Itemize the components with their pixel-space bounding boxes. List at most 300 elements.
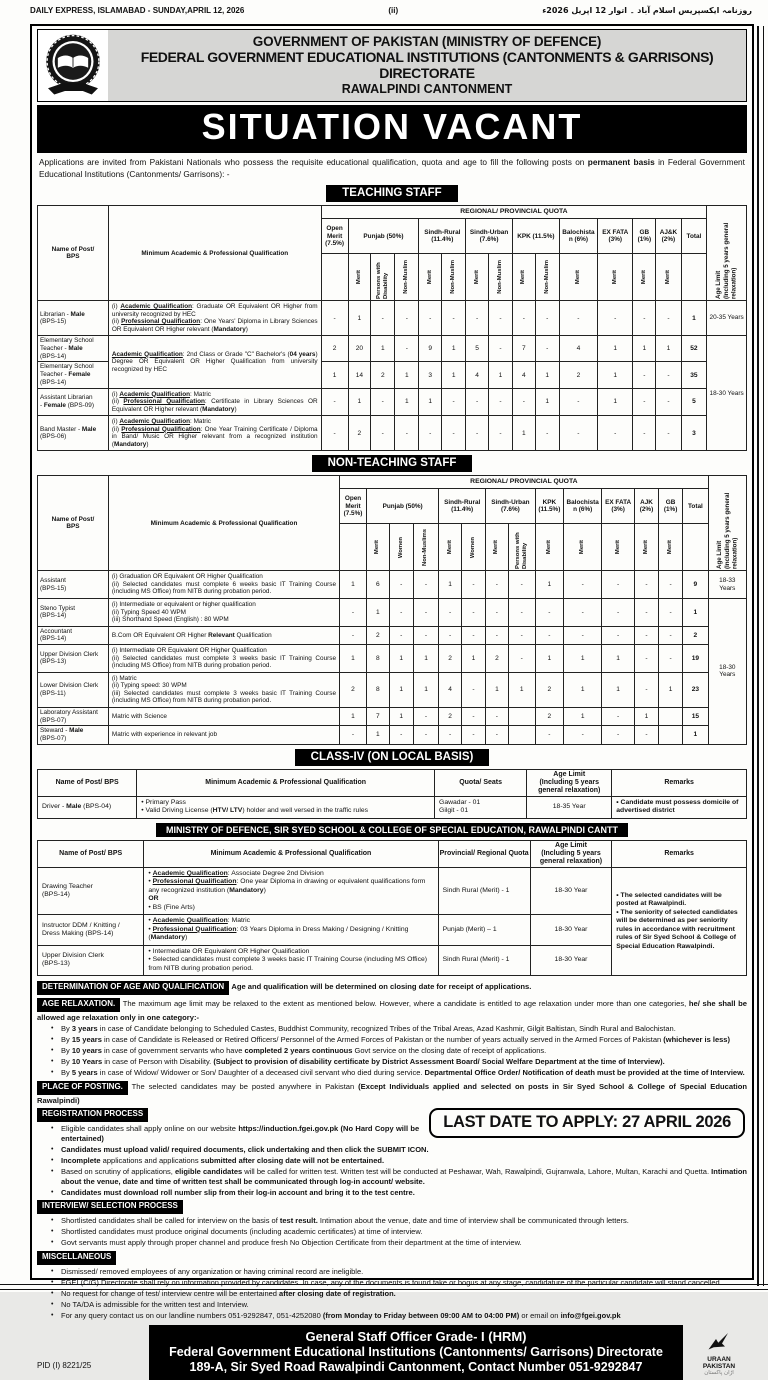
- quota-cell: 1: [439, 571, 462, 599]
- interview-section: [37, 1199, 747, 1248]
- quota-cell: 1: [656, 336, 682, 362]
- quota-cell: -: [389, 726, 413, 744]
- quota-cell: -: [371, 388, 395, 416]
- staff-row: [38, 336, 747, 362]
- column-divider-rule: [757, 26, 764, 1286]
- last-date-box: LAST DATE TO APPLY: 27 APRIL 2026: [429, 1108, 745, 1138]
- class4-header-row: [38, 769, 747, 796]
- staff-row: [38, 707, 747, 725]
- col-punjab: Punjab (50%): [366, 489, 438, 524]
- quota-cell: 2: [535, 672, 563, 707]
- staff-row: [38, 388, 747, 416]
- quota-cell: -: [564, 726, 602, 744]
- quota-banner: REGIONAL/ PROVINCIAL QUOTA: [321, 206, 707, 219]
- bullet-item: • By 3 years in case of Candidate belonging to Scheduled Castes, Buddhist Community, recognized Tribes of the Tribal Areas, Azad Kashmir, Gilgit Baltistan, Sindh Rural and Balochistan.: [61, 1024, 747, 1034]
- remarks-cell: • Candidate must possess domicile of advertised district: [612, 796, 747, 818]
- quota-cell: -: [634, 645, 658, 673]
- miscellaneous-label: MISCELLANEOUS: [37, 1251, 116, 1265]
- staff-row: [38, 301, 747, 336]
- post-cell: Band Master - Male (BPS-06): [38, 416, 109, 451]
- quota-cell: -: [395, 336, 419, 362]
- quota-cell: -: [340, 726, 367, 744]
- quota-cell: -: [508, 626, 535, 644]
- determination-text: Age and qualification will be determined on closing date for receipt of applications.: [231, 982, 532, 992]
- total-cell: 9: [683, 571, 709, 599]
- quota-cell: -: [395, 301, 419, 336]
- col-age-limit: Age Limit (Including 5 years general relaxation): [708, 476, 746, 571]
- bullet-item: • By 5 years in case of Widow/ Widower or Son/ Daughter of a deceased civil servant who died during service. Departmental Office Order/ Notification of death must be provided at the time of Interview.: [61, 1068, 747, 1078]
- quota-cell: -: [602, 599, 635, 627]
- quota-cell: 2: [340, 672, 367, 707]
- quota-cell: -: [564, 599, 602, 627]
- quota-cell: 1: [366, 599, 389, 627]
- quota-cell: -: [461, 707, 485, 725]
- bullet-item: • Govt servants must apply through proper channel and produce fresh No Objection Certificate from their department at the time of interview.: [61, 1238, 747, 1248]
- quota-cell: -: [419, 416, 442, 451]
- quota-cell: 1: [486, 672, 509, 707]
- org-title-line2: FEDERAL GOVERNMENT EDUCATIONAL INSTITUTIONS (CANTONMENTS & GARRISONS) DIRECTORATE: [140, 49, 714, 81]
- quota-cell: 1: [413, 672, 439, 707]
- quota-cell: 1: [598, 388, 633, 416]
- staff-row: [38, 726, 747, 744]
- quota-cell: -: [461, 571, 485, 599]
- quota-cell: -: [321, 416, 348, 451]
- quota-cell: -: [486, 726, 509, 744]
- quota-cell: -: [486, 626, 509, 644]
- quota-cell: 1: [535, 388, 559, 416]
- age-limit-cell: 18-30 Year: [530, 945, 612, 975]
- staff-row: [38, 867, 747, 914]
- quota-cell: 1: [602, 672, 635, 707]
- sub-merit: Merit: [656, 254, 682, 301]
- class4-banner: CLASS-IV (ON LOCAL BASIS): [295, 749, 490, 766]
- col-open-merit: Open Merit (7.5%): [321, 219, 348, 254]
- contact-line1: General Staff Officer Grade- I (HRM): [305, 1328, 527, 1344]
- quota-cell: 2: [486, 645, 509, 673]
- place-of-posting-label: PLACE OF POSTING.: [37, 1081, 128, 1095]
- quota-cell: 1: [564, 645, 602, 673]
- sub-non-muslim: Non-Muslim: [488, 254, 512, 301]
- quota-cell: -: [656, 301, 682, 336]
- place-of-posting-section: [37, 1080, 747, 1106]
- quota-cell: -: [633, 362, 656, 388]
- col-punjab: Punjab (50%): [348, 219, 419, 254]
- bullet-item: • Eligible candidates shall apply online on our website https://induction.fgei.gov.pk (No Hard Copy will be entertained): [61, 1124, 747, 1144]
- col-sindh-urban: Sindh-Urban (7.6%): [466, 219, 513, 254]
- col-total: Total: [683, 489, 709, 524]
- quota-cell: 1: [366, 726, 389, 744]
- col-qualification: Minimum Academic & Professional Qualification: [137, 769, 435, 796]
- qualification-cell: (i) Academic Qualification: Matric (ii) Professional Qualification: Certificate in Library Sciences OR Equivalent OR Higher relevant (Mandatory): [108, 388, 321, 416]
- quota-cell: -: [598, 301, 633, 336]
- quota-cell: -: [466, 388, 489, 416]
- col-quota-seats: Quota/ Seats: [435, 769, 527, 796]
- quota-cell: Sindh Rural (Merit) - 1: [438, 945, 530, 975]
- quota-cell: -: [633, 388, 656, 416]
- interview-label: INTERVIEW/ SELECTION PROCESS: [37, 1200, 183, 1214]
- col-remarks: Remarks: [612, 840, 747, 867]
- page-number: (ii): [388, 6, 399, 15]
- quota-cell: -: [340, 626, 367, 644]
- col-gb: GB (1%): [633, 219, 656, 254]
- post-cell: Librarian - Male (BPS-15): [38, 301, 109, 336]
- post-cell: Lower Division Clerk (BPS-11): [38, 672, 109, 707]
- bullet-item: • FGEI (C/G) Directorate shall rely on information provided by candidates. In case, any of the documents is found fake or bogus at any stage, candidature of the particular candidate will stand cancelled.: [61, 1278, 747, 1288]
- footer: [37, 1325, 747, 1380]
- quota-cell: -: [535, 726, 563, 744]
- quota-cell: -: [413, 571, 439, 599]
- post-cell: Assistant Librarian - Female (BPS-09): [38, 388, 109, 416]
- quota-cell: Punjab (Merit) – 1: [438, 915, 530, 945]
- quota-cell: -: [634, 599, 658, 627]
- quota-cell: -: [371, 301, 395, 336]
- quota-cell: 2: [348, 416, 371, 451]
- sub-non-muslims: Non-Muslims: [413, 524, 439, 571]
- quota-cell: 1: [389, 645, 413, 673]
- determination-label: DETERMINATION OF AGE AND QUALIFICATION: [37, 981, 229, 995]
- quota-cell: 2: [439, 645, 462, 673]
- quota-cell: 20: [348, 336, 371, 362]
- registration-label: REGISTRATION PROCESS: [37, 1108, 148, 1122]
- quota-cell: 9: [419, 336, 442, 362]
- sub-merit: Merit: [564, 524, 602, 571]
- quota-cell: -: [602, 626, 635, 644]
- empty-cell: [340, 524, 367, 571]
- uraan-label-2: PAKISTAN: [702, 1362, 736, 1370]
- post-cell: Upper Division Clerk (BPS-13): [38, 645, 109, 673]
- quota-cell: 1: [340, 707, 367, 725]
- col-total: Total: [681, 219, 707, 254]
- post-cell: Driver - Male (BPS-04): [38, 796, 137, 818]
- quota-cell: -: [340, 599, 367, 627]
- col-qualification: Minimum Academic & Professional Qualification: [108, 476, 339, 571]
- quota-cell: -: [512, 388, 535, 416]
- quota-cell: -: [634, 726, 658, 744]
- quota-cell: -: [413, 726, 439, 744]
- age-limit-cell: 18-33 Years: [708, 571, 746, 599]
- quota-cell: 6: [366, 571, 389, 599]
- col-sindh-urban: Sindh-Urban (7.6%): [486, 489, 536, 524]
- quota-cell: 1: [348, 388, 371, 416]
- quota-cell: 1: [512, 416, 535, 451]
- col-name-of-post: Name of Post/ BPS: [38, 476, 109, 571]
- sub-merit: Merit: [602, 524, 635, 571]
- registration-section: [37, 1107, 747, 1198]
- advertisement-body: [30, 24, 754, 1376]
- staff-row: [38, 672, 747, 707]
- quota-cell: -: [535, 336, 559, 362]
- quota-cell: -: [656, 362, 682, 388]
- quota-cell: [508, 726, 535, 744]
- newspaper-date-urdu: روزنامہ ایکسپریس اسلام آباد ۔ اتوار 12 اپریل 2026ء: [542, 6, 752, 15]
- empty-cell: [683, 524, 709, 571]
- quota-cell: -: [633, 416, 656, 451]
- post-cell: Drawing Teacher (BPS-14): [38, 867, 144, 914]
- post-cell: Steward - Male (BPS-07): [38, 726, 109, 744]
- qualification-cell: (i) Graduation OR Equivalent OR Higher Qualification (ii) Selected candidates must complete 6 weeks basic IT Training Course (including MS Office) from NITB during probation period.: [108, 571, 339, 599]
- quota-cell: 1: [602, 645, 635, 673]
- quota-cell: 1: [442, 362, 466, 388]
- age-limit-cell: 20-35 Years: [707, 301, 747, 336]
- quota-cell: 2: [535, 707, 563, 725]
- sub-non-muslim: Non-Muslim: [535, 254, 559, 301]
- quota-cell: 2: [439, 707, 462, 725]
- age-relaxation-text: The maximum age limit may be relaxed to the extent as mentioned below. However, where a candidate is entitled to age relaxation under more than one categories, he/ she shall be allowed age relaxation only in one category:-: [37, 998, 747, 1022]
- quota-cell: -: [442, 388, 466, 416]
- post-cell: Upper Division Clerk (BPS-13): [38, 945, 144, 975]
- quota-cell: 1: [371, 336, 395, 362]
- nonteaching-header-row1: [38, 476, 747, 489]
- quota-cell: 4: [559, 336, 597, 362]
- newspaper-masthead-line: [30, 6, 752, 15]
- quota-cell: -: [634, 626, 658, 644]
- col-qualification: Minimum Academic & Professional Qualification: [108, 206, 321, 301]
- quota-cell: -: [564, 626, 602, 644]
- staff-row: [38, 571, 747, 599]
- quota-cell: -: [508, 599, 535, 627]
- sub-pwd: Persons with Disability: [371, 254, 395, 301]
- quota-cell: 1: [564, 672, 602, 707]
- quota-cell: -: [633, 301, 656, 336]
- sub-non-muslim: Non-Muslim: [395, 254, 419, 301]
- quota-cell: -: [559, 388, 597, 416]
- org-header: [37, 29, 747, 102]
- quota-cell: 1: [535, 362, 559, 388]
- bullet-item: • Dismissed/ removed employees of any organization or having criminal record are ineligible.: [61, 1267, 747, 1277]
- quota-cell: -: [321, 388, 348, 416]
- sub-pwd: Persons with Disability: [508, 524, 535, 571]
- age-cell: 18-35 Year: [527, 796, 612, 818]
- total-cell: 1: [683, 726, 709, 744]
- sirsyed-banner: MINISTRY OF DEFENCE, SIR SYED SCHOOL & COLLEGE OF SPECIAL EDUCATION, RAWALPINDI CANTT: [156, 823, 628, 837]
- sub-merit: Merit: [348, 254, 371, 301]
- quota-cell: 1: [340, 645, 367, 673]
- quota-cell: -: [439, 599, 462, 627]
- quota-cell: -: [439, 626, 462, 644]
- quota-cell: -: [656, 416, 682, 451]
- quota-cell: -: [371, 416, 395, 451]
- quota-cell: -: [486, 707, 509, 725]
- total-cell: 1: [683, 599, 709, 627]
- quota-cell: -: [413, 707, 439, 725]
- bullet-item: • No TA/DA is admissible for the written test and Interview.: [61, 1300, 747, 1310]
- sub-merit: Merit: [633, 254, 656, 301]
- quota-cell: 1: [461, 645, 485, 673]
- org-titles: [108, 30, 746, 101]
- teaching-staff-table: [37, 205, 747, 451]
- quota-cell: 7: [366, 707, 389, 725]
- bullet-item: • By 15 years in case of Candidate is Released or Retired Officers/ Personnel of the Armed Forces of Pakistan or the number of years actually served in the Armed Forces of Pakistan (whichever is less): [61, 1035, 747, 1045]
- quota-cell: -: [659, 645, 683, 673]
- quota-cell: 1: [413, 645, 439, 673]
- quota-cell: Sindh Rural (Merit) - 1: [438, 867, 530, 914]
- post-cell: Laboratory Assistant (BPS-07): [38, 707, 109, 725]
- total-cell: 1: [681, 301, 707, 336]
- quota-cell: -: [659, 571, 683, 599]
- quota-cell: -: [486, 571, 509, 599]
- quota-cell: -: [419, 301, 442, 336]
- quota-cell: 1: [634, 707, 658, 725]
- sub-merit: Merit: [659, 524, 683, 571]
- quota-cell: 1: [348, 301, 371, 336]
- quota-cell: 1: [395, 388, 419, 416]
- sirsyed-table: [37, 840, 747, 976]
- quota-cell: 1: [659, 672, 683, 707]
- quota-cell: 14: [348, 362, 371, 388]
- non-teaching-staff-table: [37, 475, 747, 744]
- sub-merit: Merit: [535, 524, 563, 571]
- quota-cell: 1: [508, 672, 535, 707]
- staff-row: [38, 626, 747, 644]
- teaching-header-row1: [38, 206, 747, 219]
- quota-cell: 1: [598, 336, 633, 362]
- post-cell: Steno Typist (BPS-14): [38, 599, 109, 627]
- sub-merit: Merit: [486, 524, 509, 571]
- sub-merit: Merit: [466, 254, 489, 301]
- bullet-item: • By 10 Years in case of Person with Disability. (Subject to provision of disability certificate by District Assessment Board/ Social Welfare Department at the time of Interview).: [61, 1057, 747, 1067]
- determination-section: [37, 980, 747, 996]
- quota-cell: 4: [512, 362, 535, 388]
- quota-cell: 3: [419, 362, 442, 388]
- staff-row: [38, 599, 747, 627]
- quota-cell: -: [389, 599, 413, 627]
- col-open-merit: Open Merit (7.5%): [340, 489, 367, 524]
- age-relaxation-bullets: [37, 1024, 747, 1078]
- fgei-logo: [38, 30, 108, 101]
- col-qualification: Minimum Academic & Professional Qualification: [144, 840, 438, 867]
- staff-row: [38, 416, 747, 451]
- empty-cell: [321, 254, 348, 301]
- qualification-cell: (i) Academic Qualification: Graduate OR Equivalent OR Higher from university recognized by HEC (ii) Professional Qualification: One Years' Diploma in Library Sciences OR Equivalent OR Higher relevant (Mandatory): [108, 301, 321, 336]
- quota-cell: -: [659, 599, 683, 627]
- post-cell: Elementary School Teacher - Female (BPS-14): [38, 362, 109, 388]
- post-cell: Accountant (BPS-14): [38, 626, 109, 644]
- quota-cell: 1: [633, 336, 656, 362]
- quota-cell: -: [395, 416, 419, 451]
- col-name-of-post: Name of Post/ BPS: [38, 769, 137, 796]
- pid-number: PID (I) 8221/25: [37, 1360, 92, 1370]
- qualification-cell: (i) Intermediate OR Equivalent OR Higher Qualification (ii) Selected candidates must complete 3 weeks basic IT Training Course (including MS Office) from NITB during probation period.: [108, 645, 339, 673]
- sirsyed-header-row: [38, 840, 747, 867]
- sub-merit: Merit: [634, 524, 658, 571]
- bottom-rule: [0, 1284, 768, 1290]
- newspaper-date-left: DAILY EXPRESS, ISLAMABAD - SUNDAY,APRIL 12, 2026: [30, 6, 245, 15]
- quota-cell: -: [598, 416, 633, 451]
- quota-cell: 1: [535, 645, 563, 673]
- total-cell: 15: [683, 707, 709, 725]
- quota-cell: -: [321, 301, 348, 336]
- quota-cell: 7: [512, 336, 535, 362]
- class4-driver-row: [38, 796, 747, 818]
- bullet-item: • Incomplete applications and applications submitted after closing date will not be entertained.: [61, 1156, 747, 1166]
- quota-cell: -: [656, 388, 682, 416]
- contact-line2: Federal Government Educational Institutions (Cantonments/ Garrisons) Directorate: [169, 1344, 663, 1359]
- age-limit-cell: 18-30 Years: [708, 599, 746, 745]
- quota-cell: -: [466, 416, 489, 451]
- quota-cell: -: [535, 301, 559, 336]
- quota-cell: Gawadar - 01 Gilgit - 01: [435, 796, 527, 818]
- post-cell: Elementary School Teacher - Male (BPS-14): [38, 336, 109, 362]
- age-relaxation-label: AGE RELAXATION.: [37, 998, 120, 1012]
- age-limit-cell: 18-30 Years: [707, 336, 747, 451]
- quota-cell: -: [512, 301, 535, 336]
- quota-cell: -: [466, 301, 489, 336]
- quota-cell: -: [486, 599, 509, 627]
- quota-cell: 1: [442, 336, 466, 362]
- empty-cell: [681, 254, 707, 301]
- qualification-cell: • Intermediate OR Equivalent OR Higher Qualification • Selected candidates must complete 3 weeks basic IT Training Course (including MS Office) from NITB during probation period.: [144, 945, 438, 975]
- registration-bullets: [37, 1124, 747, 1198]
- qualification-cell: • Academic Qualification: Matric • Professional Qualification: 03 Years Diploma in Dress Making / Designing / Knitting (Mandatory): [144, 915, 438, 945]
- quota-cell: 1: [419, 388, 442, 416]
- total-cell: 2: [683, 626, 709, 644]
- col-name-of-post: Name of Post/ BPS: [38, 840, 144, 867]
- quota-cell: -: [559, 301, 597, 336]
- post-cell: Assistant (BPS-15): [38, 571, 109, 599]
- sub-merit: Merit: [366, 524, 389, 571]
- quota-cell: 2: [371, 362, 395, 388]
- quota-cell: -: [461, 599, 485, 627]
- staff-row: [38, 645, 747, 673]
- bullet-item: • No request for change of test/ interview centre will be entertained after closing date of registration.: [61, 1289, 747, 1299]
- quota-banner: REGIONAL/ PROVINCIAL QUOTA: [340, 476, 709, 489]
- qualification-cell: (i) Matric (ii) Typing speed: 30 WPM (iii) Selected candidates must complete 3 weeks basic IT Training Course (including MS Office) from NITB during probation period.: [108, 672, 339, 707]
- col-name-of-post: Name of Post/ BPS: [38, 206, 109, 301]
- quota-cell: -: [488, 388, 512, 416]
- sub-merit: Merit: [512, 254, 535, 301]
- quota-cell: -: [461, 626, 485, 644]
- quota-cell: -: [508, 645, 535, 673]
- col-remarks: Remarks: [612, 769, 747, 796]
- quota-cell: -: [389, 571, 413, 599]
- quota-cell: -: [602, 707, 635, 725]
- qualification-cell: (i) Academic Qualification: Matric (ii) Professional Qualification: One Year Training Certificate / Diploma in Band/ Music OR Higher relevant from a recognized institution (Mandatory): [108, 416, 321, 451]
- quota-cell: -: [535, 416, 559, 451]
- quota-cell: 2: [366, 626, 389, 644]
- quota-cell: -: [508, 571, 535, 599]
- qualification-cell: Matric with experience in relevant job: [108, 726, 339, 744]
- quota-cell: 1: [321, 362, 348, 388]
- quota-cell: -: [413, 599, 439, 627]
- contact-box: [149, 1325, 683, 1380]
- qualification-cell: (i) Intermediate or equivalent or higher qualification (ii) Typing Speed 40 WPM (iii) Shorthand Speed (English) : 80 WPM: [108, 599, 339, 627]
- quota-cell: -: [389, 626, 413, 644]
- quota-cell: 1: [488, 362, 512, 388]
- post-cell: Instructor DDM / Knitting / Dress Making (BPS-14): [38, 915, 144, 945]
- bullet-item: • By 10 years in case of government servants who have completed 2 years continuous Govt service on the closing date of receipt of applications.: [61, 1046, 747, 1056]
- quota-cell: 8: [366, 645, 389, 673]
- qualification-cell: • Academic Qualification: Associate Degree 2nd Division • Professional Qualification: One year Diploma in drawing or equivalent qualifications form any recognized institution (Mandatory) OR • BS (Fine Arts): [144, 867, 438, 914]
- bullet-item: • Based on scrutiny of applications, eligible candidates will be called for written test. Written test will be conducted at Peshawar, Wah, Rawalpindi, Gujranwala, Lahore, Multan, Karachi and Quetta. Intimation about the venue, date and time of written test shall be communicated through log-in account/ website.: [61, 1167, 747, 1187]
- quota-cell: 1: [395, 362, 419, 388]
- col-age-limit: Age Limit (Including 5 years general relaxation): [527, 769, 612, 796]
- quota-cell: 1: [564, 707, 602, 725]
- quota-cell: -: [634, 672, 658, 707]
- quota-cell: 2: [321, 336, 348, 362]
- col-ajk: AJK (2%): [634, 489, 658, 524]
- col-gb: GB (1%): [659, 489, 683, 524]
- col-provincial-quota: Provincial/ Regional Quota: [438, 840, 530, 867]
- interview-bullets: [37, 1216, 747, 1248]
- class4-table: [37, 769, 747, 819]
- place-of-posting-text: The selected candidates may be posted anywhere in Pakistan (Except Individuals applied and selected on posts in Sir Syed School & College of Special Education Rawalpindi): [37, 1081, 747, 1105]
- col-sindh-rural: Sindh-Rural (11.4%): [439, 489, 486, 524]
- quota-cell: -: [461, 726, 485, 744]
- quota-cell: [659, 726, 683, 744]
- quota-cell: -: [461, 672, 485, 707]
- intro-paragraph: Applications are invited from Pakistani Nationals who possess the requisite educational qualification, quota and age to fill the following posts on permanent basis in Federal Government Educational Institutions (Cantonments/ Garrisons): -: [39, 157, 745, 179]
- quota-cell: 4: [466, 362, 489, 388]
